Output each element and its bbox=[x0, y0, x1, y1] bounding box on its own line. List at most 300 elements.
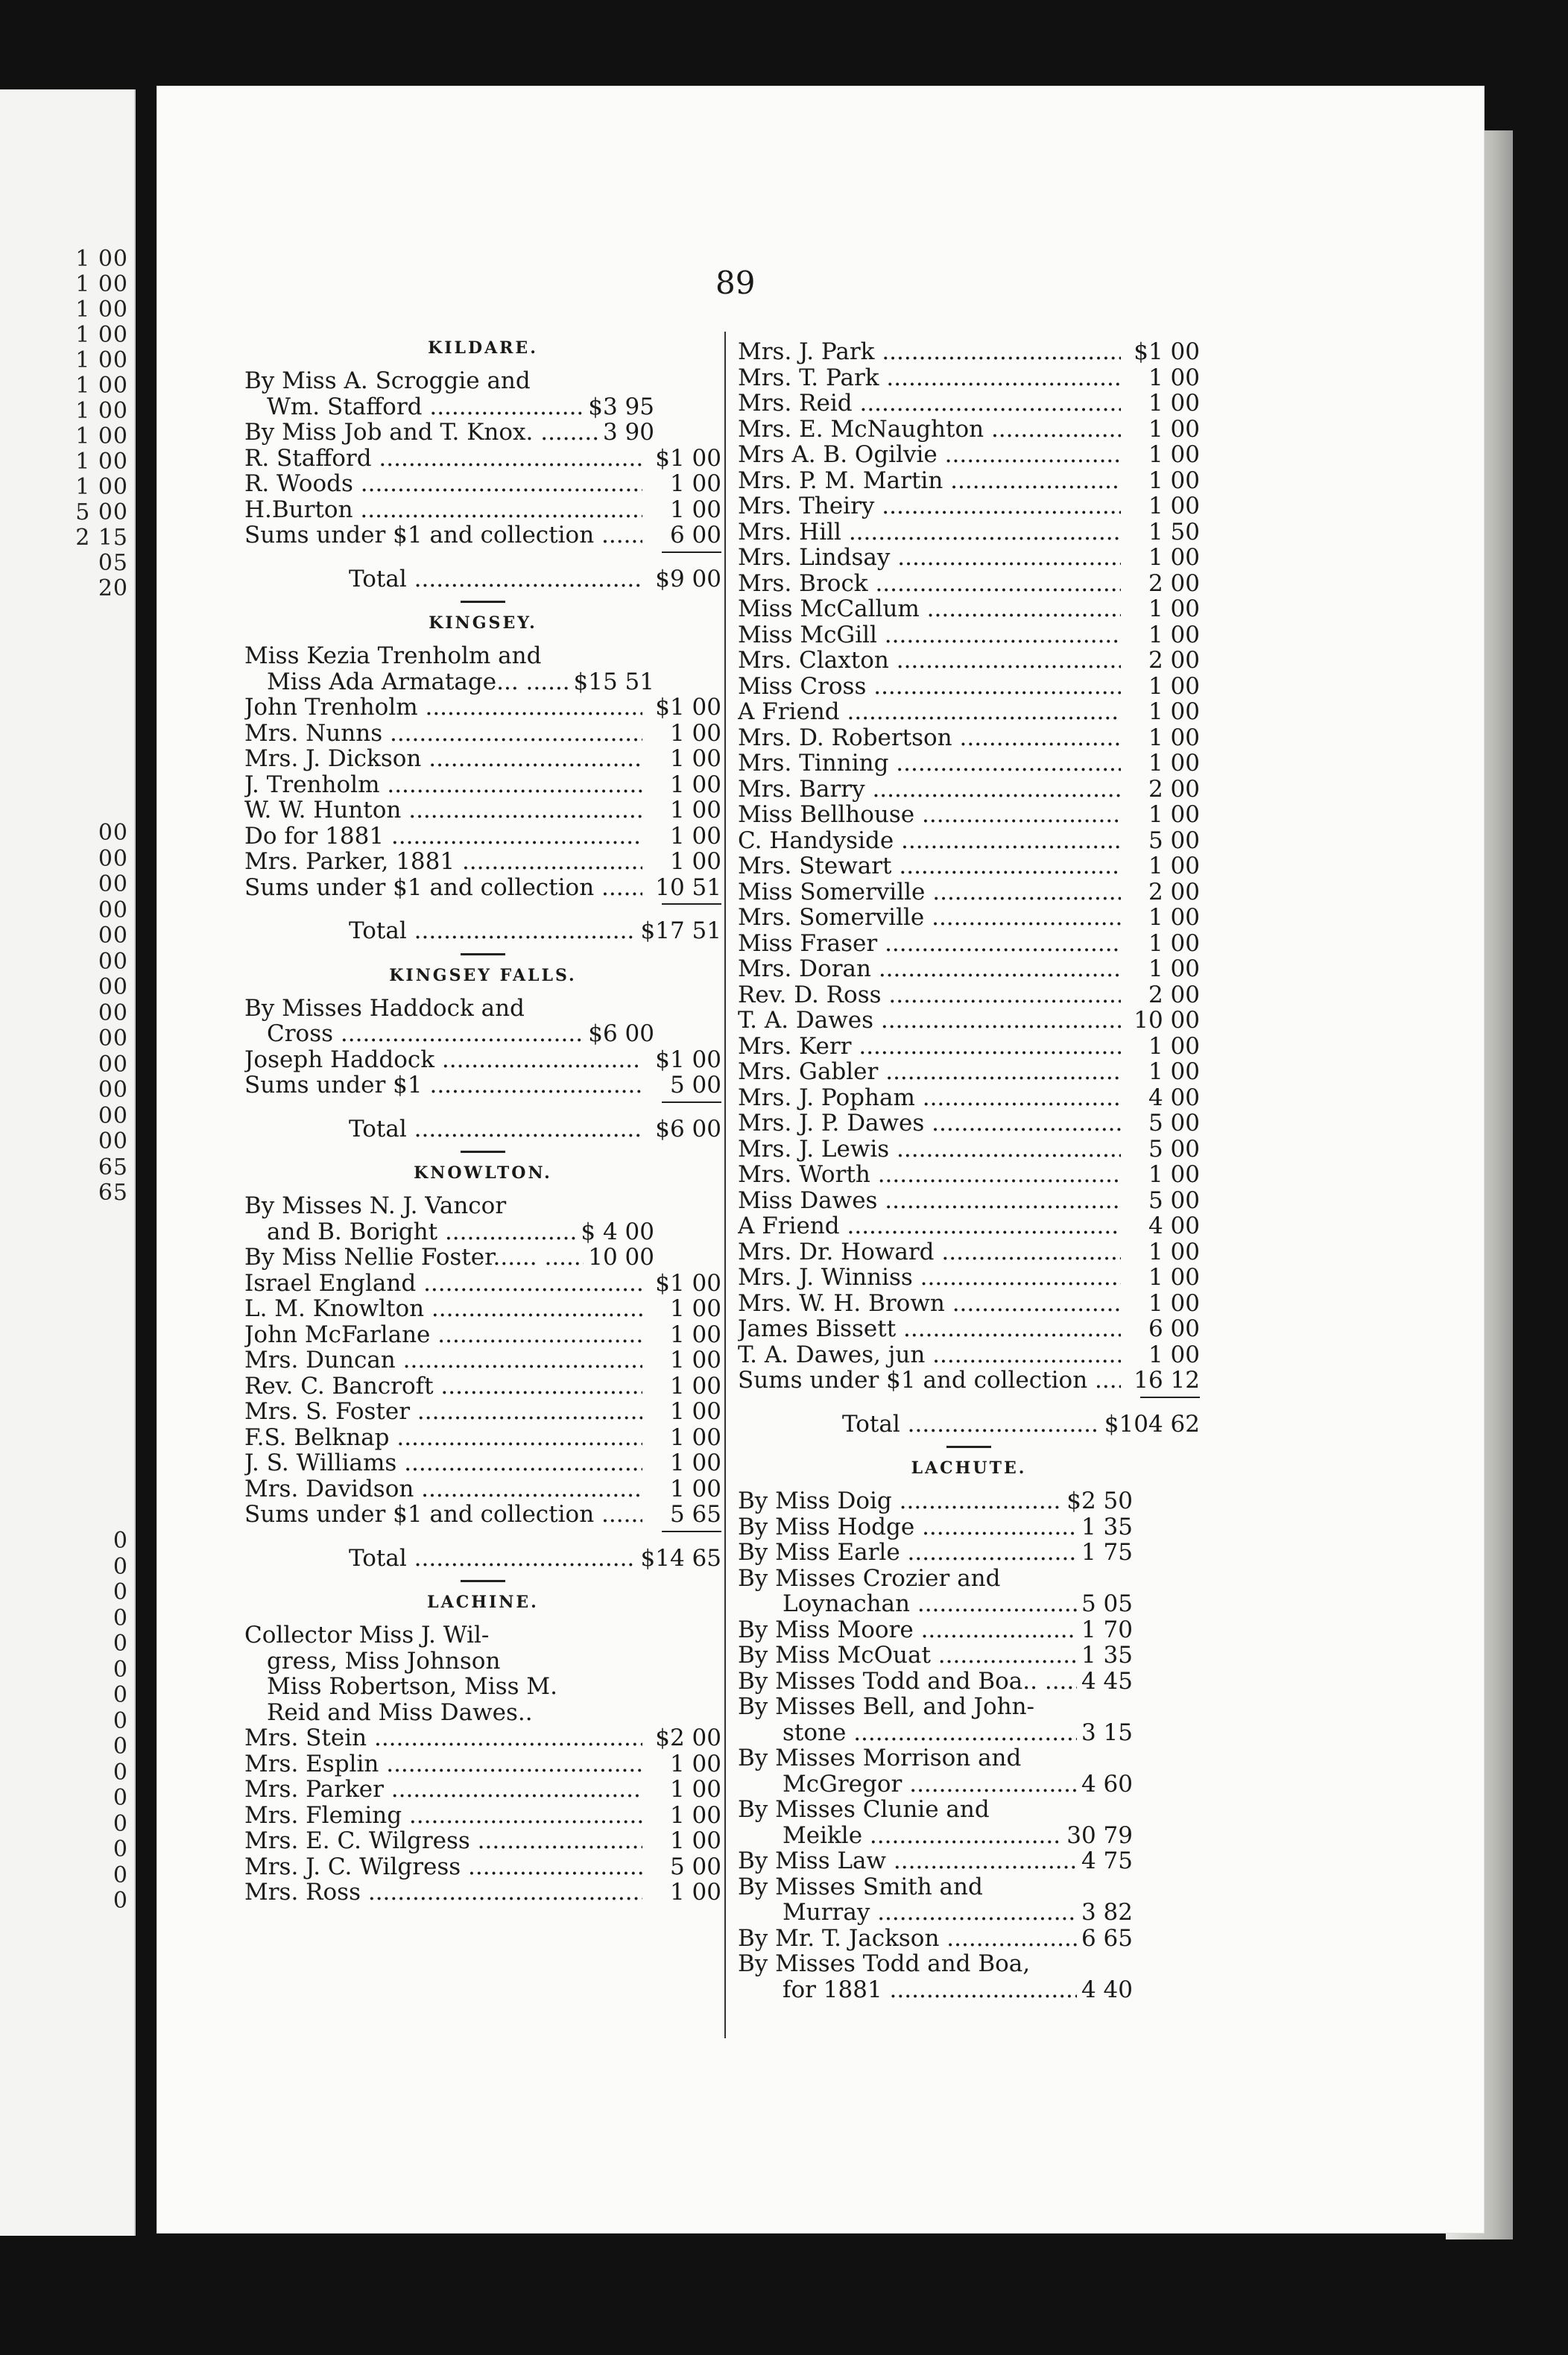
entry-name: Mrs. J. Dickson ..... bbox=[244, 746, 642, 772]
entry-name: stone ..... bbox=[738, 1720, 1077, 1746]
entry-name: By Miss Moore ..... bbox=[738, 1617, 1077, 1643]
entry-row bbox=[738, 339, 1200, 365]
total-rule bbox=[662, 551, 721, 553]
entry-name: Miss Fraser ..... bbox=[738, 931, 1121, 957]
prev-page-fragment: 00 bbox=[98, 1102, 128, 1129]
entry-row bbox=[738, 777, 1200, 803]
prev-page-fragment: 0 bbox=[113, 1785, 128, 1811]
entry-amount: 2 00 bbox=[1148, 775, 1200, 803]
entry-row bbox=[738, 493, 1200, 519]
entry-name: Sums under $1 and collection ..... bbox=[244, 875, 642, 901]
entry-name: Mrs. J. Winniss ..... bbox=[738, 1265, 1121, 1291]
entry-amount: $2 50 bbox=[1066, 1488, 1133, 1514]
entry-name: John Trenholm ..... bbox=[244, 695, 642, 721]
entry-name: Mrs. Davidson ..... bbox=[244, 1476, 642, 1502]
entry-amount: 1 00 bbox=[669, 1475, 721, 1502]
entry-amount: 1 00 bbox=[1148, 1058, 1200, 1085]
entry-name: By Miss Hodge ..... bbox=[738, 1514, 1077, 1540]
entry-name: Miss Ada Armatage... ..... bbox=[244, 669, 569, 695]
entry-row bbox=[244, 1777, 721, 1803]
prev-page-fragment: 65 bbox=[98, 1154, 128, 1180]
entry-row bbox=[738, 1926, 1200, 1952]
entry-row bbox=[738, 956, 1200, 982]
entry-row bbox=[244, 1347, 721, 1374]
entry-row bbox=[738, 1239, 1200, 1265]
entry-name: Joseph Haddock ..... bbox=[244, 1047, 642, 1073]
entry-row bbox=[738, 1291, 1200, 1317]
entry-line: By Misses N. J. Vancor bbox=[244, 1192, 507, 1219]
entry-row bbox=[244, 1828, 721, 1854]
entry-row bbox=[738, 468, 1200, 494]
entry-row bbox=[244, 446, 721, 472]
entry-row bbox=[738, 545, 1200, 571]
entry-amount: 3 82 bbox=[1081, 1899, 1133, 1926]
entry-name: Mrs. Somerville ..... bbox=[738, 905, 1121, 931]
entry-amount: 1 00 bbox=[1148, 801, 1200, 828]
entry-amount: 4 60 bbox=[1081, 1770, 1133, 1798]
entry-row bbox=[244, 1803, 721, 1829]
entry-row bbox=[738, 1342, 1200, 1368]
prev-page-fragment: 1 00 bbox=[75, 449, 128, 475]
entry-row bbox=[738, 1900, 1200, 1926]
collector-line: Collector Miss J. Wil- bbox=[244, 1622, 490, 1648]
entry-amount: 1 00 bbox=[669, 1827, 721, 1854]
prev-page-fragment: 05 bbox=[98, 550, 128, 576]
entry-amount: 6 00 bbox=[1148, 1315, 1200, 1342]
entry-amount: 10 00 bbox=[1134, 1007, 1200, 1034]
left-column bbox=[244, 328, 721, 1906]
entry-amount: $3 95 bbox=[588, 393, 654, 420]
total-amount: $17 51 bbox=[640, 917, 721, 944]
prev-page-fragment: 1 00 bbox=[75, 271, 128, 297]
entry-row bbox=[738, 1977, 1200, 2003]
entry-name: Mrs. E. McNaughton ..... bbox=[738, 417, 1121, 443]
entry-line: By Misses Crozier and bbox=[738, 1564, 1001, 1592]
prev-page-fragment: 00 bbox=[98, 1025, 128, 1052]
entry-row bbox=[244, 471, 721, 497]
entry-amount: 1 50 bbox=[1148, 518, 1200, 546]
entry-line: By Misses Haddock and bbox=[244, 994, 525, 1022]
prev-page-fragment: 00 bbox=[98, 1077, 128, 1103]
entry-amount: 1 00 bbox=[669, 1879, 721, 1906]
entry-row bbox=[244, 522, 721, 549]
entry-name: and B. Boright ..... bbox=[244, 1219, 576, 1245]
entry-name: L. M. Knowlton ..... bbox=[244, 1296, 642, 1322]
entry-name: Rev. D. Ross ..... bbox=[738, 982, 1121, 1008]
entry-row bbox=[738, 519, 1200, 546]
entry-name: Mrs. Esplin ..... bbox=[244, 1751, 642, 1777]
prev-page-fragment: 00 bbox=[98, 897, 128, 923]
entry-amount: 1 00 bbox=[1148, 1032, 1200, 1060]
entry-name: R. Stafford ..... bbox=[244, 446, 642, 472]
prev-page-fragment: 1 00 bbox=[75, 297, 128, 323]
entry-amount: 1 00 bbox=[1148, 955, 1200, 982]
entry-name: Mrs. S. Foster ..... bbox=[244, 1399, 642, 1425]
entry-row bbox=[738, 982, 1200, 1008]
total-amount: $104 62 bbox=[1104, 1410, 1200, 1438]
entry-name: Sums under $1 and collection ..... bbox=[244, 1502, 642, 1528]
entry-row bbox=[738, 1669, 1200, 1695]
total-rule bbox=[1140, 1397, 1200, 1398]
entry-row bbox=[244, 1296, 721, 1322]
entry-name: Mrs. T. Park ..... bbox=[738, 365, 1121, 391]
prev-page-fragment: 00 bbox=[98, 1128, 128, 1154]
entry-name: Sums under $1 ..... bbox=[244, 1072, 642, 1099]
entry-name: Mrs. Brock ..... bbox=[738, 571, 1121, 597]
prev-page-fragment: 65 bbox=[98, 1180, 128, 1206]
entry-amount: 1 00 bbox=[669, 771, 721, 798]
entry-row bbox=[244, 1047, 721, 1073]
entry-row bbox=[738, 1617, 1200, 1643]
prev-page-fragment: 0 bbox=[113, 1682, 128, 1708]
entry-row bbox=[738, 596, 1200, 622]
entry-row bbox=[738, 417, 1200, 443]
entry-name: A Friend ..... bbox=[738, 1213, 1121, 1239]
entry-row bbox=[244, 497, 721, 523]
entry-name: Meikle ..... bbox=[738, 1823, 1062, 1849]
total-label: Total ..... bbox=[244, 566, 642, 592]
entry-row bbox=[738, 750, 1200, 777]
entry-row bbox=[738, 1514, 1200, 1540]
entry-row bbox=[738, 931, 1200, 957]
prev-page-fragment: 0 bbox=[113, 1759, 128, 1786]
entry-row bbox=[244, 849, 721, 875]
entry-amount: 1 00 bbox=[1148, 724, 1200, 751]
entry-row bbox=[738, 1034, 1200, 1060]
entry-name: Mrs. Kerr ..... bbox=[738, 1034, 1121, 1060]
entry-name: Mrs. Dr. Howard ..... bbox=[738, 1239, 1121, 1265]
entry-row bbox=[738, 699, 1200, 725]
entry-line: By Miss A. Scroggie and bbox=[244, 367, 531, 394]
entry-name: W. W. Hunton ..... bbox=[244, 797, 642, 824]
entry-amount: 5 65 bbox=[669, 1501, 721, 1528]
entry-amount: 1 70 bbox=[1081, 1616, 1133, 1643]
entry-amount: 1 00 bbox=[669, 1776, 721, 1803]
entry-amount: 1 00 bbox=[669, 745, 721, 772]
entry-row bbox=[244, 695, 721, 721]
prev-page-fragment: 00 bbox=[98, 820, 128, 846]
entry-name: Mrs. Barry ..... bbox=[738, 777, 1121, 803]
entry-amount: 2 00 bbox=[1148, 569, 1200, 597]
entry-amount: 1 00 bbox=[1148, 621, 1200, 648]
entry-amount: 10 00 bbox=[588, 1244, 654, 1271]
entry-amount: 4 00 bbox=[1148, 1213, 1200, 1239]
entry-row bbox=[244, 1374, 721, 1400]
entry-name: R. Woods ..... bbox=[244, 471, 642, 497]
entry-name: Wm. Stafford ..... bbox=[244, 394, 584, 420]
entry-row bbox=[738, 1848, 1200, 1874]
entry-row bbox=[738, 1059, 1200, 1085]
entry-name: Miss Somerville ..... bbox=[738, 879, 1121, 905]
entry-row bbox=[244, 1880, 721, 1906]
entry-amount: 4 00 bbox=[1148, 1084, 1200, 1111]
entry-name: By Miss Job and T. Knox. ..... bbox=[244, 420, 598, 446]
entry-amount: 1 00 bbox=[669, 470, 721, 497]
entry-name: Mrs. J. P. Dawes ..... bbox=[738, 1110, 1121, 1137]
entry-name: Mrs. Hill ..... bbox=[738, 519, 1121, 546]
entry-amount: $1 00 bbox=[655, 1046, 721, 1073]
collector-line: Reid and Miss Dawes.. bbox=[267, 1698, 533, 1726]
prev-page-fragment: 0 bbox=[113, 1553, 128, 1580]
entry-row bbox=[244, 1271, 721, 1297]
entry-name: Mrs. Fleming ..... bbox=[244, 1803, 642, 1829]
total-label: Total ..... bbox=[738, 1412, 1100, 1438]
total-row bbox=[244, 1116, 721, 1142]
prev-page-fragment: 0 bbox=[113, 1888, 128, 1914]
entry-row bbox=[738, 1188, 1200, 1214]
entry-amount: 1 00 bbox=[669, 797, 721, 824]
entry-name: Mrs. E. C. Wilgress ..... bbox=[244, 1828, 642, 1854]
total-label: Total ..... bbox=[244, 1116, 642, 1142]
prev-page-fragment: 0 bbox=[113, 1836, 128, 1862]
entry-line: By Misses Smith and bbox=[738, 1873, 983, 1900]
entry-amount: $1 00 bbox=[655, 1269, 721, 1297]
prev-page-fragment: 00 bbox=[98, 845, 128, 872]
entry-row bbox=[244, 1425, 721, 1451]
entry-name: Mrs. Nunns ..... bbox=[244, 721, 642, 747]
entry-row bbox=[738, 1720, 1200, 1746]
prev-page-fragment: 1 00 bbox=[75, 474, 128, 500]
entry-name: Mrs. Parker ..... bbox=[244, 1777, 642, 1803]
entry-amount: 3 15 bbox=[1081, 1719, 1133, 1746]
entry-name: Miss McCallum ..... bbox=[738, 596, 1121, 622]
entry-name: Mrs. J. Lewis ..... bbox=[738, 1137, 1121, 1163]
entry-name: By Miss Earle ..... bbox=[738, 1540, 1077, 1566]
entry-name: for 1881 ..... bbox=[738, 1977, 1077, 2003]
total-rule bbox=[662, 1101, 721, 1103]
entry-name: By Miss Law ..... bbox=[738, 1848, 1077, 1874]
entry-row bbox=[244, 1725, 721, 1751]
prev-page-fragment: 1 00 bbox=[75, 347, 128, 373]
entry-amount: 5 00 bbox=[1148, 1135, 1200, 1163]
prev-page-fragment: 0 bbox=[113, 1605, 128, 1631]
entry-name: Do for 1881 ..... bbox=[244, 824, 642, 850]
entry-name: Loynachan ..... bbox=[738, 1591, 1077, 1617]
entry-amount: 1 00 bbox=[1148, 1161, 1200, 1188]
entry-row bbox=[244, 1072, 721, 1099]
entry-amount: 1 00 bbox=[1148, 364, 1200, 391]
entry-amount: 10 51 bbox=[655, 873, 721, 901]
entry-amount: 1 00 bbox=[669, 719, 721, 747]
entry-amount: 2 00 bbox=[1148, 981, 1200, 1008]
entry-amount: 1 00 bbox=[1148, 1238, 1200, 1265]
entry-amount: 1 00 bbox=[1148, 441, 1200, 468]
entry-row bbox=[244, 746, 721, 772]
entry-name: Mrs. J. C. Wilgress ..... bbox=[244, 1854, 642, 1880]
entry-line: By Misses Todd and Boa, bbox=[738, 1950, 1031, 1977]
entry-name: Miss Bellhouse ..... bbox=[738, 802, 1121, 828]
entry-name: By Misses Todd and Boa.. ..... bbox=[738, 1669, 1077, 1695]
entry-row bbox=[244, 1502, 721, 1528]
entry-amount: 3 90 bbox=[602, 419, 654, 446]
entry-name: By Mr. T. Jackson ..... bbox=[738, 1926, 1077, 1952]
entry-amount: 1 00 bbox=[1148, 1289, 1200, 1317]
entry-name: Mrs. Lindsay ..... bbox=[738, 545, 1121, 571]
previous-page-edge bbox=[0, 89, 136, 2236]
entry-row bbox=[244, 1021, 721, 1047]
total-rule bbox=[662, 1531, 721, 1532]
prev-page-fragment: 20 bbox=[98, 575, 128, 601]
entry-row bbox=[738, 1137, 1200, 1163]
entry-row bbox=[738, 1213, 1200, 1239]
total-label: Total ..... bbox=[244, 1546, 636, 1572]
entry-row bbox=[244, 721, 721, 747]
entry-row bbox=[244, 772, 721, 798]
entry-amount: 1 00 bbox=[669, 1423, 721, 1451]
entry-amount: $ 4 00 bbox=[581, 1218, 654, 1245]
entry-name: Miss Cross ..... bbox=[738, 674, 1121, 700]
entry-name: By Miss McOuat ..... bbox=[738, 1643, 1077, 1669]
entry-row bbox=[738, 1771, 1200, 1798]
entry-row bbox=[244, 1245, 721, 1271]
entry-amount: 5 00 bbox=[1148, 1186, 1200, 1214]
entry-amount: 1 00 bbox=[669, 1321, 721, 1348]
entry-row bbox=[244, 1450, 721, 1476]
entry-name: Mrs. D. Robertson ..... bbox=[738, 725, 1121, 751]
prev-page-fragment: 0 bbox=[113, 1631, 128, 1657]
entry-name: Mrs. Tinning ..... bbox=[738, 750, 1121, 777]
prev-page-fragment: 1 00 bbox=[75, 423, 128, 449]
entry-amount: 5 00 bbox=[1148, 1110, 1200, 1137]
prev-page-fragment: 0 bbox=[113, 1528, 128, 1554]
section-separator bbox=[461, 953, 505, 955]
entry-name: Murray ..... bbox=[738, 1900, 1077, 1926]
prev-page-fragment: 00 bbox=[98, 871, 128, 897]
entry-amount: 1 00 bbox=[1148, 467, 1200, 494]
entry-amount: 1 00 bbox=[669, 822, 721, 850]
entry-amount: 5 00 bbox=[669, 1853, 721, 1880]
entry-amount: 30 79 bbox=[1066, 1821, 1133, 1849]
entry-row bbox=[738, 1085, 1200, 1111]
prev-page-fragment: 0 bbox=[113, 1810, 128, 1837]
entry-name: Mrs. Theiry ..... bbox=[738, 493, 1121, 519]
entry-amount: 5 05 bbox=[1081, 1590, 1133, 1617]
entry-row bbox=[738, 1162, 1200, 1188]
entry-row bbox=[738, 828, 1200, 854]
entry-amount: 1 00 bbox=[1148, 750, 1200, 777]
entry-row bbox=[244, 1751, 721, 1777]
prev-page-fragment: 0 bbox=[113, 1656, 128, 1683]
prev-page-fragment: 1 00 bbox=[75, 246, 128, 272]
prev-page-fragment: 0 bbox=[113, 1862, 128, 1888]
entry-row bbox=[738, 1591, 1200, 1617]
entry-name: Israel England ..... bbox=[244, 1271, 642, 1297]
entry-row bbox=[738, 853, 1200, 879]
entry-amount: 1 00 bbox=[669, 848, 721, 875]
entry-amount: 1 75 bbox=[1081, 1539, 1133, 1566]
entry-name: Mrs. Duncan ..... bbox=[244, 1347, 642, 1374]
entry-amount: 6 65 bbox=[1081, 1924, 1133, 1952]
entry-amount: 1 00 bbox=[1148, 595, 1200, 622]
entry-amount: 1 00 bbox=[669, 1750, 721, 1777]
entry-name: Mrs. Ross ..... bbox=[244, 1880, 642, 1906]
entry-row bbox=[738, 725, 1200, 751]
entry-name: Rev. C. Bancroft ..... bbox=[244, 1374, 642, 1400]
entry-name: By Miss Doig ..... bbox=[738, 1488, 1062, 1514]
entry-row bbox=[738, 905, 1200, 931]
entry-name: Mrs. Reid ..... bbox=[738, 391, 1121, 417]
entry-amount: 1 35 bbox=[1081, 1642, 1133, 1669]
entry-amount: 1 00 bbox=[669, 1347, 721, 1374]
entry-amount: $1 00 bbox=[1134, 338, 1200, 365]
section-heading: KILDARE. bbox=[428, 338, 538, 358]
total-label: Total ..... bbox=[244, 918, 636, 944]
total-row bbox=[244, 1546, 721, 1572]
entry-amount: 1 00 bbox=[669, 1450, 721, 1476]
entry-row bbox=[244, 875, 721, 901]
right-column bbox=[738, 339, 1200, 2002]
entry-name: Miss McGill ..... bbox=[738, 622, 1121, 648]
entry-row bbox=[244, 669, 721, 695]
entry-row bbox=[244, 394, 721, 420]
entry-name: Sums under $1 and collection ..... bbox=[738, 1368, 1121, 1394]
total-row bbox=[244, 566, 721, 592]
prev-page-fragment: 0 bbox=[113, 1707, 128, 1734]
total-amount: $9 00 bbox=[655, 565, 721, 592]
prev-page-fragment: 5 00 bbox=[75, 499, 128, 525]
entry-line: By Misses Clunie and bbox=[738, 1796, 990, 1823]
entry-name: Mrs. W. H. Brown ..... bbox=[738, 1291, 1121, 1317]
prev-page-fragment: 00 bbox=[98, 923, 128, 949]
entry-amount: 5 00 bbox=[669, 1072, 721, 1099]
section-heading: KINGSEY. bbox=[429, 613, 537, 633]
entry-name: Mrs. Gabler ..... bbox=[738, 1059, 1121, 1085]
total-amount: $6 00 bbox=[655, 1115, 721, 1142]
total-row bbox=[738, 1412, 1200, 1438]
entry-amount: 1 00 bbox=[669, 1801, 721, 1829]
section-heading: LACHINE. bbox=[427, 1593, 539, 1612]
collector-line: gress, Miss Johnson bbox=[267, 1647, 501, 1675]
entry-name: Sums under $1 and collection ..... bbox=[244, 522, 642, 549]
entry-name: John McFarlane ..... bbox=[244, 1322, 642, 1348]
entry-row bbox=[738, 1488, 1200, 1514]
entry-amount: 1 00 bbox=[1148, 544, 1200, 571]
entry-row bbox=[738, 1368, 1200, 1394]
prev-page-fragment: 1 00 bbox=[75, 373, 128, 399]
entry-name: By Miss Nellie Foster...... ..... bbox=[244, 1245, 584, 1271]
entry-amount: 1 00 bbox=[1148, 1264, 1200, 1291]
entry-row bbox=[738, 1110, 1200, 1137]
section-heading: KINGSEY FALLS. bbox=[389, 965, 577, 985]
entry-row bbox=[244, 1399, 721, 1425]
entry-name: F.S. Belknap ..... bbox=[244, 1425, 642, 1451]
entry-amount: 1 00 bbox=[1148, 672, 1200, 700]
entry-name: Miss Dawes ..... bbox=[738, 1188, 1121, 1214]
entry-name: Mrs. Claxton ..... bbox=[738, 648, 1121, 674]
entry-row bbox=[738, 1265, 1200, 1291]
entry-name: Mrs. Stewart ..... bbox=[738, 853, 1121, 879]
section-separator bbox=[461, 1151, 505, 1153]
entry-name: T. A. Dawes ..... bbox=[738, 1008, 1121, 1034]
entry-row bbox=[738, 365, 1200, 391]
entry-name: J. S. Williams ..... bbox=[244, 1450, 642, 1476]
entry-row bbox=[738, 802, 1200, 828]
total-row bbox=[244, 918, 721, 944]
entry-amount: 1 00 bbox=[1148, 904, 1200, 931]
section-separator bbox=[461, 601, 505, 603]
entry-name: James Bissett ..... bbox=[738, 1316, 1121, 1342]
entry-row bbox=[738, 1540, 1200, 1566]
entry-amount: 1 00 bbox=[669, 496, 721, 523]
column-divider bbox=[724, 332, 726, 2038]
prev-page-fragment: 00 bbox=[98, 999, 128, 1026]
entry-amount: 16 12 bbox=[1134, 1367, 1200, 1394]
section-separator bbox=[946, 1446, 991, 1448]
section-separator bbox=[461, 1580, 505, 1582]
entry-amount: 6 00 bbox=[669, 522, 721, 549]
entry-row bbox=[738, 1008, 1200, 1034]
entry-name: C. Handyside ..... bbox=[738, 828, 1121, 854]
